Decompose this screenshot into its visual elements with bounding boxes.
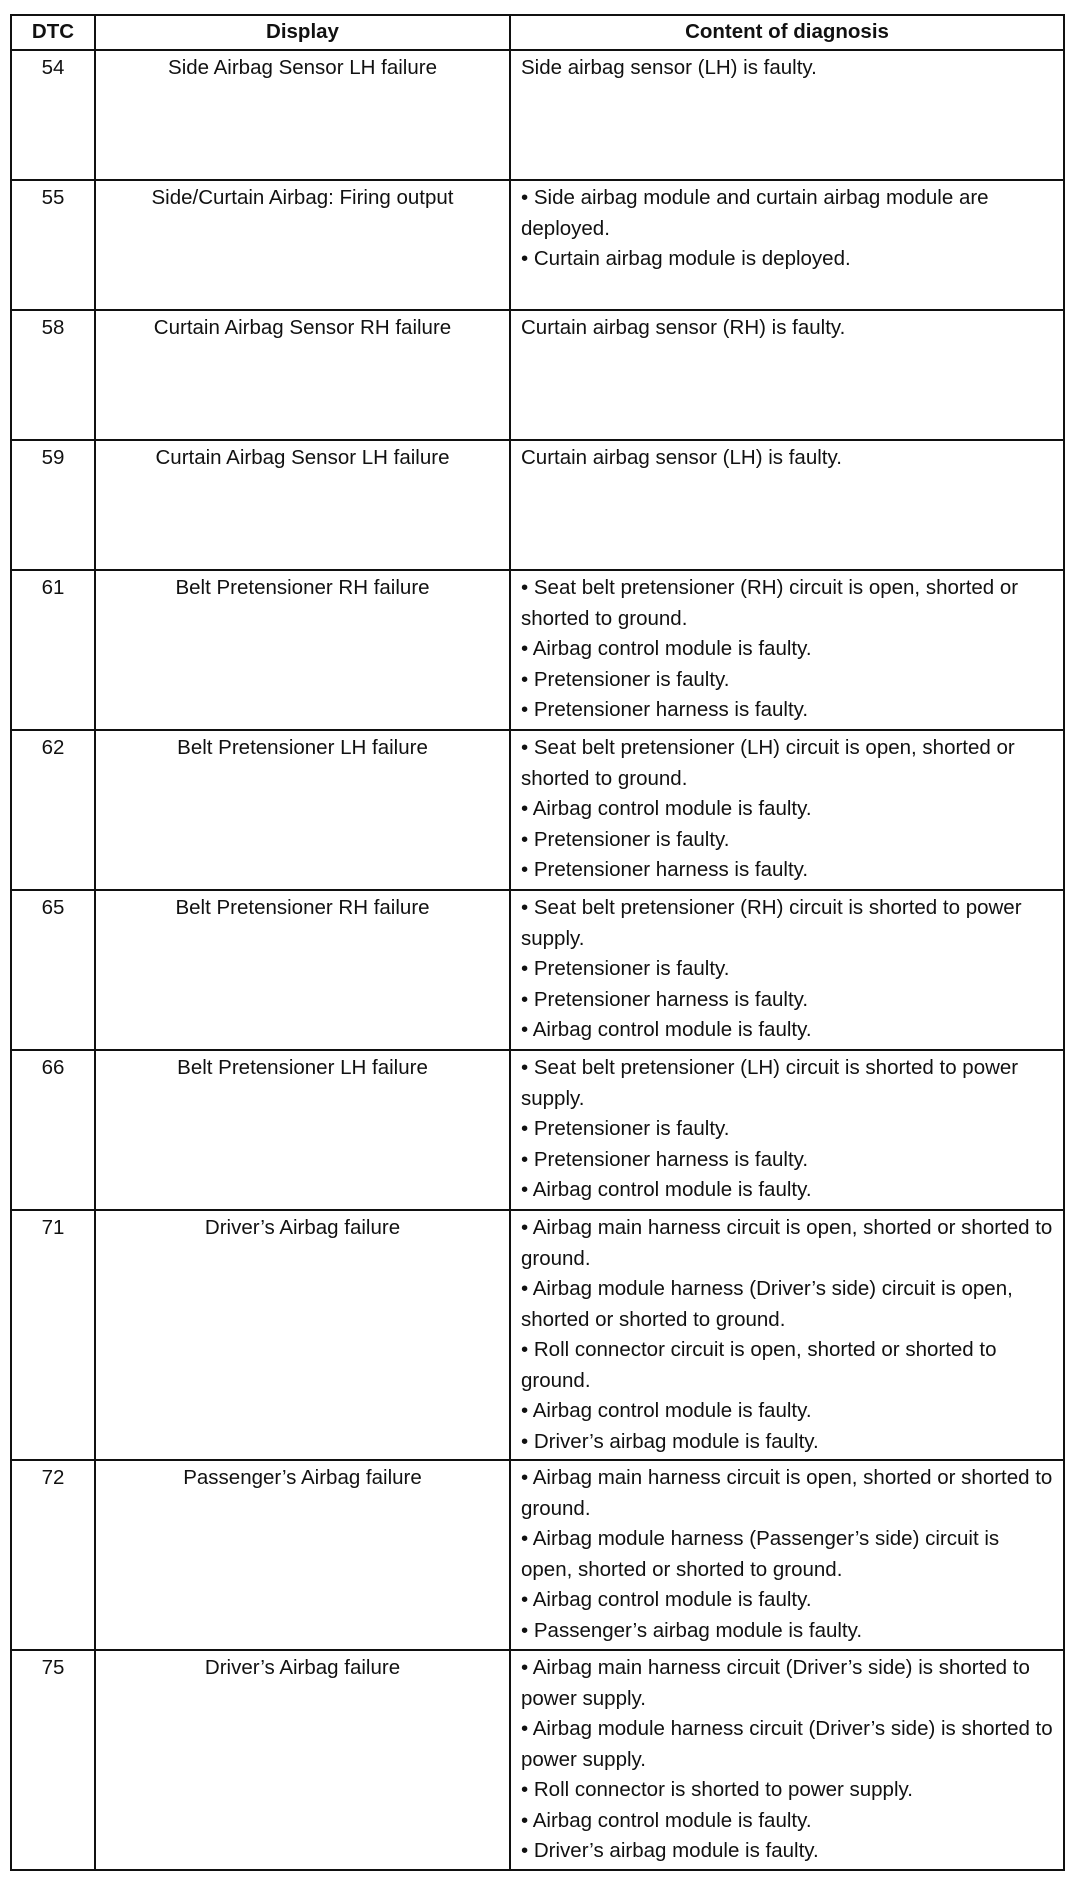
diagnosis-line: • Pretensioner harness is faulty. [521, 1147, 809, 1171]
diagnosis-content [510, 440, 1064, 570]
diagnosis-content [510, 1050, 1064, 1210]
table-row [11, 310, 1064, 440]
dtc-code: 55 [11, 180, 95, 310]
diagnosis-content [510, 1650, 1064, 1870]
diagnosis-line: • Pretensioner harness is faulty. [521, 987, 809, 1011]
dtc-code: 58 [11, 310, 95, 440]
display-text: Belt Pretensioner LH failure [95, 730, 510, 890]
diagnosis-line: • Passenger’s airbag module is faulty. [521, 1618, 863, 1642]
dtc-code: 54 [11, 50, 95, 180]
table-row [11, 890, 1064, 1050]
diagnosis-line: • Seat belt pretensioner (LH) circuit is shorted to power supply. [521, 1056, 1019, 1110]
diagnosis-line: • Pretensioner is faulty. [521, 957, 730, 980]
diagnosis-line: • Airbag control module is faulty. [521, 797, 812, 820]
diagnosis-line: Side airbag sensor (LH) is faulty. [521, 56, 817, 79]
table-row [11, 730, 1064, 890]
diagnosis-line: • Roll connector is shorted to power supply. [521, 1778, 913, 1801]
diagnosis-line: • Pretensioner is faulty. [521, 827, 730, 851]
diagnosis-line: • Airbag module harness circuit (Driver’s side) is shorted to power supply. [521, 1717, 1053, 1771]
diagnosis-line: • Pretensioner harness is faulty. [521, 858, 809, 881]
display-text: Belt Pretensioner RH failure [95, 570, 510, 730]
dtc-code: 72 [11, 1460, 95, 1650]
diagnosis-line: • Airbag control module is faulty. [521, 1588, 812, 1611]
header-display: Display [95, 15, 510, 50]
diagnosis-line: • Airbag control module is faulty. [521, 1018, 812, 1041]
dtc-code: 62 [11, 730, 95, 890]
table-row [11, 50, 1064, 180]
diagnosis-line: Curtain airbag sensor (LH) is faulty. [521, 446, 842, 469]
table-row [11, 1050, 1064, 1210]
diagnosis-line: • Pretensioner is faulty. [521, 1117, 730, 1140]
display-text: Side/Curtain Airbag: Firing output [95, 180, 510, 310]
display-text: Passenger’s Airbag failure [95, 1460, 510, 1650]
dtc-code: 65 [11, 890, 95, 1050]
diagnosis-line: • Airbag main harness circuit is open, shorted or shorted to ground. [521, 1216, 1053, 1270]
dtc-code: 71 [11, 1210, 95, 1460]
diagnosis-content [510, 1460, 1064, 1650]
diagnosis-content [510, 1210, 1064, 1460]
diagnosis-content [510, 310, 1064, 440]
header-content: Content of diagnosis [510, 15, 1064, 50]
diagnosis-line: • Airbag main harness circuit (Driver’s side) is shorted to power supply. [521, 1656, 1030, 1710]
diagnosis-line: • Airbag control module is faulty. [521, 1808, 812, 1832]
diagnosis-content [510, 180, 1064, 310]
dtc-code: 61 [11, 570, 95, 730]
dtc-table [10, 14, 1065, 1871]
diagnosis-line: • Airbag main harness circuit is open, shorted or shorted to ground. [521, 1466, 1053, 1520]
diagnosis-line: • Side airbag module and curtain airbag module are deployed. [521, 186, 989, 240]
diagnosis-line: • Driver’s airbag module is faulty. [521, 1839, 819, 1862]
diagnosis-line: • Curtain airbag module is deployed. [521, 247, 851, 270]
diagnosis-line: • Airbag control module is faulty. [521, 1399, 812, 1422]
table-row [11, 180, 1064, 310]
display-text: Driver’s Airbag failure [95, 1210, 510, 1460]
display-text: Belt Pretensioner RH failure [95, 890, 510, 1050]
diagnosis-content [510, 50, 1064, 180]
diagnosis-line: • Roll connector circuit is open, shorted or shorted to ground. [521, 1338, 997, 1392]
dtc-code: 75 [11, 1650, 95, 1870]
diagnosis-content [510, 570, 1064, 730]
diagnosis-line: • Pretensioner harness is faulty. [521, 698, 809, 721]
display-text: Driver’s Airbag failure [95, 1650, 510, 1870]
diagnosis-line: • Seat belt pretensioner (RH) circuit is open, shorted or shorted to ground. [521, 576, 1019, 630]
diagnosis-content [510, 730, 1064, 890]
diagnosis-line: • Driver’s airbag module is faulty. [521, 1429, 819, 1453]
diagnosis-line: Curtain airbag sensor (RH) is faulty. [521, 316, 846, 339]
table-row [11, 1460, 1064, 1650]
header-row [11, 15, 1064, 50]
header-dtc: DTC [11, 15, 95, 50]
diagnosis-line: • Airbag control module is faulty. [521, 1178, 812, 1201]
diagnosis-line: • Seat belt pretensioner (LH) circuit is open, shorted or shorted to ground. [521, 736, 1015, 790]
display-text: Belt Pretensioner LH failure [95, 1050, 510, 1210]
table-row [11, 1650, 1064, 1870]
display-text: Curtain Airbag Sensor RH failure [95, 310, 510, 440]
table-row [11, 570, 1064, 730]
diagnosis-line: • Airbag module harness (Driver’s side) circuit is open, shorted or shorted to ground. [521, 1277, 1013, 1331]
diagnosis-line: • Airbag control module is faulty. [521, 637, 812, 660]
table-row [11, 440, 1064, 570]
dtc-code: 59 [11, 440, 95, 570]
diagnosis-line: • Seat belt pretensioner (RH) circuit is shorted to power supply. [521, 896, 1022, 950]
diagnosis-line: • Airbag module harness (Passenger’s side) circuit is open, shorted or shorted to ground. [521, 1527, 1000, 1581]
display-text: Curtain Airbag Sensor LH failure [95, 440, 510, 570]
display-text: Side Airbag Sensor LH failure [95, 50, 510, 180]
table-row [11, 1210, 1064, 1460]
diagnosis-line: • Pretensioner is faulty. [521, 667, 730, 691]
diagnosis-content [510, 890, 1064, 1050]
dtc-code: 66 [11, 1050, 95, 1210]
